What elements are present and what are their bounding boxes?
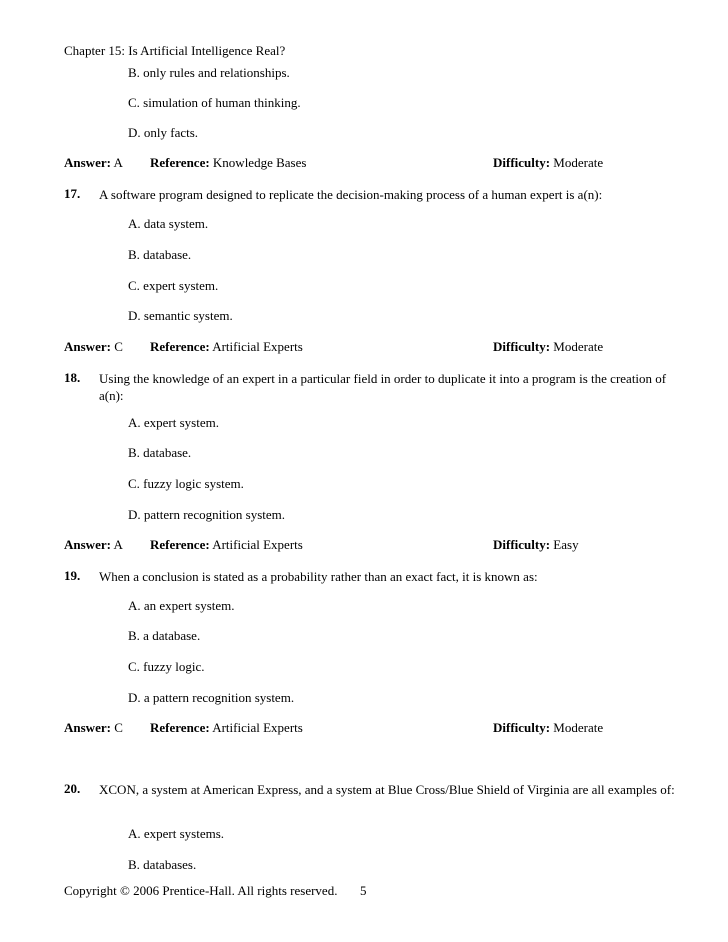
page-number: 5 bbox=[360, 883, 367, 898]
difficulty-line bbox=[493, 339, 603, 355]
option: A. expert systems. bbox=[128, 826, 225, 841]
reference-label: Reference: bbox=[150, 339, 210, 354]
option: D. semantic system. bbox=[128, 308, 233, 323]
difficulty-line bbox=[493, 720, 603, 736]
difficulty-label: Difficulty: bbox=[493, 537, 551, 552]
answer-value: C bbox=[114, 720, 123, 735]
page-header: Chapter 15: Is Artificial Intelligence Real? bbox=[64, 43, 286, 58]
option: A. expert system. bbox=[128, 415, 219, 430]
option: D. pattern recognition system. bbox=[128, 507, 286, 522]
reference-line bbox=[150, 155, 306, 171]
question-number: 17. bbox=[64, 186, 81, 201]
answer-line bbox=[64, 537, 123, 553]
answer-line bbox=[64, 339, 123, 355]
reference-line bbox=[150, 537, 303, 553]
option: C. fuzzy logic. bbox=[128, 659, 205, 674]
option: B. databases. bbox=[128, 857, 197, 872]
answer-label: Answer: bbox=[64, 339, 111, 354]
answer-label: Answer: bbox=[64, 720, 111, 735]
difficulty-label: Difficulty: bbox=[493, 339, 551, 354]
answer-line bbox=[64, 155, 123, 171]
reference-value: Knowledge Bases bbox=[212, 155, 307, 170]
answer-value: A bbox=[113, 537, 123, 552]
question-number: 20. bbox=[64, 781, 81, 796]
reference-line bbox=[150, 720, 303, 736]
difficulty-line bbox=[493, 155, 603, 171]
answer-line bbox=[64, 720, 123, 736]
footer-copyright: Copyright © 2006 Prentice-Hall. All rights reserved. bbox=[64, 883, 338, 898]
option: B. database. bbox=[128, 445, 192, 460]
answer-value: C bbox=[114, 339, 123, 354]
option: B. only rules and relationships. bbox=[128, 65, 290, 80]
option: A. an expert system. bbox=[128, 598, 235, 613]
option: D. a pattern recognition system. bbox=[128, 690, 295, 705]
answer-label: Answer: bbox=[64, 537, 111, 552]
reference-line bbox=[150, 339, 303, 355]
reference-label: Reference: bbox=[150, 720, 210, 735]
option: C. fuzzy logic system. bbox=[128, 476, 244, 491]
answer-label: Answer: bbox=[64, 155, 111, 170]
question-number: 18. bbox=[64, 370, 81, 385]
option: B. database. bbox=[128, 247, 192, 262]
difficulty-label: Difficulty: bbox=[493, 155, 551, 170]
difficulty-value: Moderate bbox=[553, 155, 604, 170]
difficulty-value: Moderate bbox=[553, 339, 604, 354]
reference-label: Reference: bbox=[150, 155, 210, 170]
difficulty-line bbox=[493, 537, 579, 553]
difficulty-value: Moderate bbox=[553, 720, 604, 735]
difficulty-value: Easy bbox=[553, 537, 579, 552]
question-text: When a conclusion is stated as a probability rather than an exact fact, it is known as: bbox=[99, 569, 538, 584]
answer-value: A bbox=[113, 155, 123, 170]
option: B. a database. bbox=[128, 628, 201, 643]
difficulty-label: Difficulty: bbox=[493, 720, 551, 735]
question-text: A software program designed to replicate the decision-making process of a human expert is a(n): bbox=[99, 187, 603, 202]
reference-value: Artificial Experts bbox=[212, 339, 303, 354]
reference-value: Artificial Experts bbox=[212, 537, 303, 552]
option: C. expert system. bbox=[128, 278, 219, 293]
question-number: 19. bbox=[64, 568, 81, 583]
reference-label: Reference: bbox=[150, 537, 210, 552]
question-text: XCON, a system at American Express, and a system at Blue Cross/Blue Shield of Virginia are all examples of: bbox=[99, 782, 675, 797]
option: D. only facts. bbox=[128, 125, 199, 140]
option: A. data system. bbox=[128, 216, 209, 231]
question-text: Using the knowledge of an expert in a particular field in order to duplicate it into a program is the creation of a(n): bbox=[99, 371, 667, 403]
reference-value: Artificial Experts bbox=[212, 720, 303, 735]
option: C. simulation of human thinking. bbox=[128, 95, 301, 110]
